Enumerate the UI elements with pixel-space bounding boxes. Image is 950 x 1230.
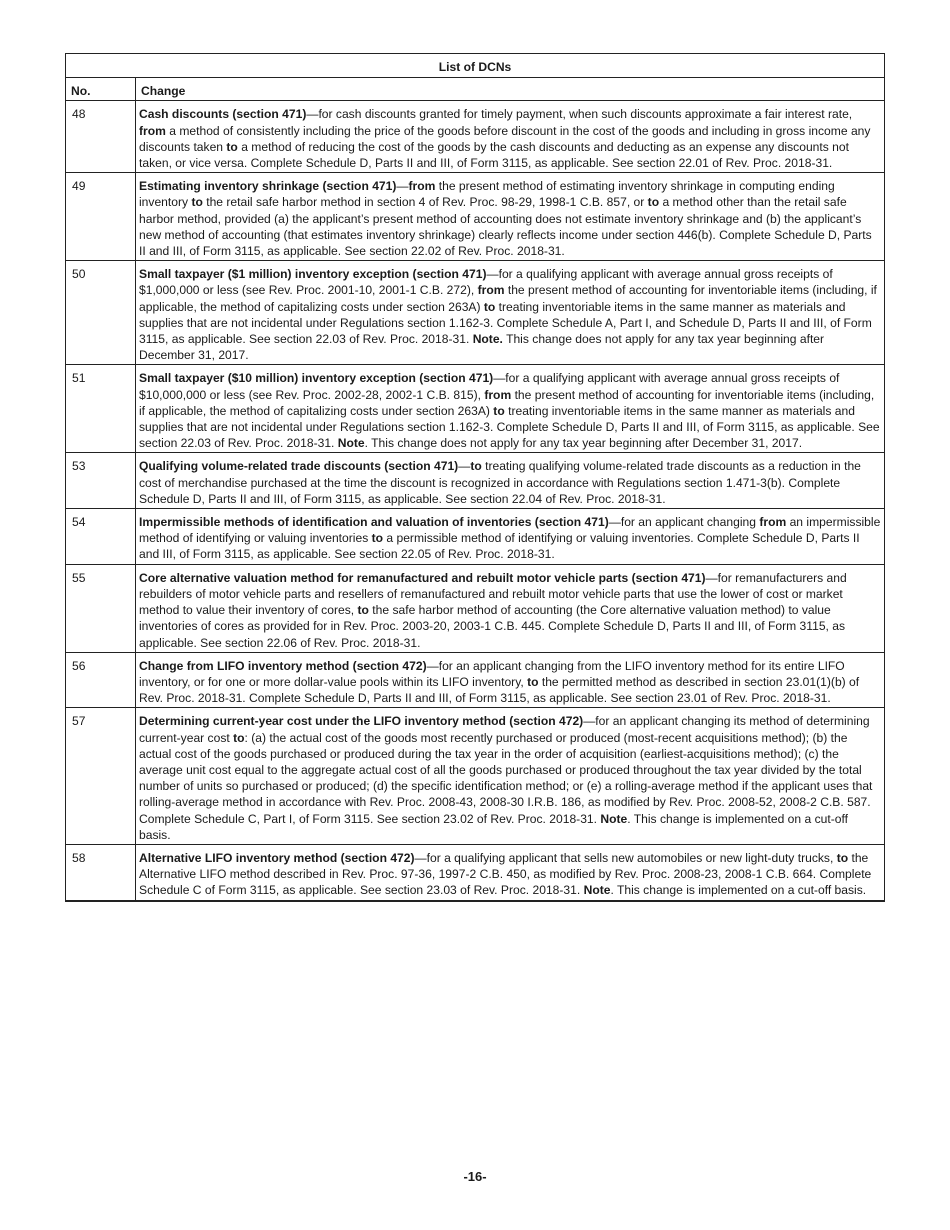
bold-text: to (371, 531, 384, 546)
dcn-number: 50 (66, 261, 136, 365)
bold-text: from (408, 179, 436, 194)
text-segment: . This change is implemented on a cut-off basis. (610, 883, 867, 898)
bold-text: Small taxpayer ($1 million) inventory exception (section 471) (139, 267, 487, 282)
text-segment: : (a) the actual cost of the goods most recently purchased or produced (most-recent acquisitions method); (b) the actual cost of the goods purchased or produced during the tax year in the order of acquisition (earliest-acquisitions method); (c) the average unit cost equal to the aggregate actual cost of all the goods purchased or produced throughout the tax year divided by the total number of units so purchased or produced; (d) the specific identification method; or (e) a rolling-average method if the applicant uses that rolling-average method in accordance with Rev. Proc. 2008-43, 2008-30 I.R.B. 186, as modified by Rev. Proc. 2008-52, 2008-2 C.B. 587. Complete Schedule C, Part I, of Form 3115. See section 23.02 of Rev. Proc. 2018-31. (139, 730, 873, 826)
dcn-change-description (136, 708, 885, 845)
bold-text: to (527, 674, 539, 689)
table-row (66, 564, 885, 652)
dcn-number: 58 (66, 844, 136, 900)
bold-text: Note (600, 811, 628, 826)
text-segment: — (396, 179, 409, 194)
column-header-change: Change (136, 78, 885, 101)
dcn-change-description (136, 652, 885, 708)
text-segment: treating inventoriable items in the same manner as materials and supplies that are not incidental under Regulations section 1.162-3. Complete Schedule D, Parts II and III, of Form 3115, as applicable. See section 22.03 of Rev. Proc. 2018-31. (139, 403, 880, 451)
bold-text: from (484, 387, 512, 402)
text-segment: a permissible method of identifying or valuing inventories. Complete Schedule D, Parts II and III, of Form 3115, as applicable. See section 22.05 of Rev. Proc. 2018-31. (139, 531, 860, 562)
bold-text: Note (583, 883, 611, 898)
text-segment: —for cash discounts granted for timely payment, when such discounts approximate a fair interest rate, (306, 107, 853, 122)
bold-text: Small taxpayer ($10 million) inventory exception (section 471) (139, 371, 494, 386)
dcn-change-description (136, 564, 885, 652)
dcn-number: 55 (66, 564, 136, 652)
text-segment: —for a qualifying applicant with average annual gross receipts of $1,000,000 or less (see Rev. Proc. 2001-10, 2001-1 C.B. 272), (139, 267, 833, 298)
dcn-change-description (136, 365, 885, 453)
dcn-change-description (136, 844, 885, 900)
text-segment: the present method of estimating inventory shrinkage in computing ending inventory (139, 179, 835, 210)
dcn-number: 51 (66, 365, 136, 453)
text-segment: —for an applicant changing from the LIFO inventory method for its entire LIFO inventory, or for one or more dollar-value pools within its LIFO inventory, (139, 658, 845, 689)
bold-text: Estimating inventory shrinkage (section 471) (139, 179, 397, 194)
dcn-change-description (136, 509, 885, 565)
text-segment: This change does not apply for any tax year beginning after December 31, 2017. (139, 332, 825, 363)
text-segment: — (458, 459, 471, 474)
text-segment: . This change does not apply for any tax year beginning after December 31, 2017. (364, 436, 803, 451)
table-caption-row (66, 54, 885, 78)
bold-text: Core alternative valuation method for remanufactured and rebuilt motor vehicle parts (section 471) (139, 570, 706, 585)
bold-text: to (191, 195, 203, 210)
bold-text: Impermissible methods of identification and valuation of inventories (section 471) (139, 515, 609, 530)
table-row (66, 365, 885, 453)
dcn-change-description (136, 453, 885, 509)
table-row (66, 509, 885, 565)
bold-text: Cash discounts (section 471) (139, 107, 307, 122)
bold-text: to (493, 403, 505, 418)
dcn-number: 54 (66, 509, 136, 565)
text-segment: a method other than the retail safe harbor method, provided (a) the applicant’s present method of accounting does not estimate inventory shrinkage and (b) the applicant’s new method of accounting (that estimates inventory shrinkage) clearly reflects income under section 446(b). Complete Schedule D, Parts II and III, of Form 3115, as applicable. See section 22.02 of Rev. Proc. 2018-31. (139, 195, 872, 259)
text-segment: the Alternative LIFO method described in Rev. Proc. 97-36, 1997-2 C.B. 450, as modified by Rev. Proc. 2008-23, 2008-1 C.B. 664. Complete Schedule C of Form 3115, as applicable. See section 23.03 of Rev. Proc. 2018-31. (139, 850, 872, 898)
bold-text: to (836, 850, 849, 865)
bold-text: Note. (472, 332, 503, 347)
dcn-number: 56 (66, 652, 136, 708)
table-header-row (66, 78, 885, 101)
bold-text: from (759, 515, 787, 530)
bold-text: to (226, 139, 238, 154)
text-segment: the present method of accounting for inventoriable items (including, if applicable, the method of capitalizing costs under section 263A) (139, 387, 875, 418)
text-segment: treating inventoriable items in the same manner as materials and supplies that are not incidental under Regulations section 1.162-3. Complete Schedule A, Part I, and Schedule D, Parts II and III, of Form 3115, as applicable. See section 22.03 of Rev. Proc. 2018-31. (139, 299, 872, 347)
dcn-number: 53 (66, 453, 136, 509)
bold-text: Determining current-year cost under the LIFO inventory method (section 472) (139, 714, 584, 729)
table-row (66, 708, 885, 845)
text-segment: a method of reducing the cost of the goods by the cash discounts and deducting as an expense any discounts not taken, or vice versa. Complete Schedule D, Parts II and III, of Form 3115, as applicable. See section 22.01 of Rev. Proc. 2018-31. (139, 139, 849, 171)
table-row (66, 453, 885, 509)
column-header-no: No. (66, 78, 136, 101)
bold-text: to (470, 459, 482, 474)
bold-text: Note (337, 436, 365, 451)
text-segment: —for a qualifying applicant with average annual gross receipts of $10,000,000 or less (see Rev. Proc. 2002-28, 2002-1 C.B. 815), (139, 371, 840, 402)
text-segment: —for a qualifying applicant that sells new automobiles or new light-duty trucks, (414, 850, 837, 865)
text-segment: the safe harbor method of accounting (the Core alternative valuation method) to value inventories of cores as provided for in Rev. Proc. 2003-20, 2003-1 C.B. 445. Complete Schedule D, Parts II and III, of Form 3115, as applicable. See section 22.06 of Rev. Proc. 2018-31. (139, 603, 846, 650)
table-row (66, 261, 885, 365)
dcn-number: 49 (66, 173, 136, 261)
table-row (66, 173, 885, 261)
table-row (66, 101, 885, 173)
text-segment: a method of consistently including the price of the goods before discount in the cost of the goods and including in gross income any discounts taken (139, 123, 871, 154)
text-segment: —for an applicant changing (608, 515, 760, 530)
text-segment: the permitted method as described in section 23.01(1)(b) of Rev. Proc. 2018-31. Complete Schedule D, Parts II and III, of Form 3115, as applicable. See section 23.01 of Rev. Proc. 2018-31. (139, 674, 860, 706)
dcn-change-description (136, 261, 885, 365)
bold-text: to (233, 730, 245, 745)
table-caption: List of DCNs (66, 54, 885, 78)
bold-text: Change from LIFO inventory method (section 472) (139, 658, 427, 673)
table-row (66, 652, 885, 708)
text-segment: treating qualifying volume-related trade discounts as a reduction in the cost of merchandise purchased at the time the discount is recognized in accordance with Regulations section 1.471-3(b). Complete Schedule D, Parts II and III, of Form 3115, as applicable. See section 22.04 of Rev. Proc. 2018-31. (139, 459, 861, 506)
text-segment: —for an applicant changing its method of determining current-year cost (139, 714, 870, 745)
dcn-number: 48 (66, 101, 136, 173)
text-segment: an impermissible method of identifying or valuing inventories (139, 515, 881, 546)
text-segment: the retail safe harbor method in section 4 of Rev. Proc. 98-29, 1998-1 C.B. 857, or (202, 195, 648, 210)
bold-text: to (357, 603, 369, 618)
dcn-list-table (65, 53, 885, 902)
bold-text: to (483, 299, 496, 314)
bold-text: from (477, 283, 505, 298)
page-number: -16- (463, 1169, 487, 1184)
bold-text: Alternative LIFO inventory method (section 472) (139, 850, 415, 865)
text-segment: . This change is implemented on a cut-off basis. (139, 811, 848, 842)
dcn-number: 57 (66, 708, 136, 845)
bold-text: Qualifying volume-related trade discounts (section 471) (139, 459, 459, 474)
dcn-change-description (136, 173, 885, 261)
bold-text: from (139, 123, 166, 138)
text-segment: the present method of accounting for inventoriable items (including, if applicable, the method of capitalizing costs under section 263A) (139, 283, 877, 314)
dcn-rows (66, 101, 885, 901)
text-segment: —for remanufacturers and rebuilders of motor vehicle parts and resellers of remanufactured and rebuilt motor vehicle parts that use the lower of cost or market method to value their inventory of cores, (139, 570, 847, 618)
dcn-change-description (136, 101, 885, 173)
bold-text: to (647, 195, 660, 210)
table-row (66, 844, 885, 900)
